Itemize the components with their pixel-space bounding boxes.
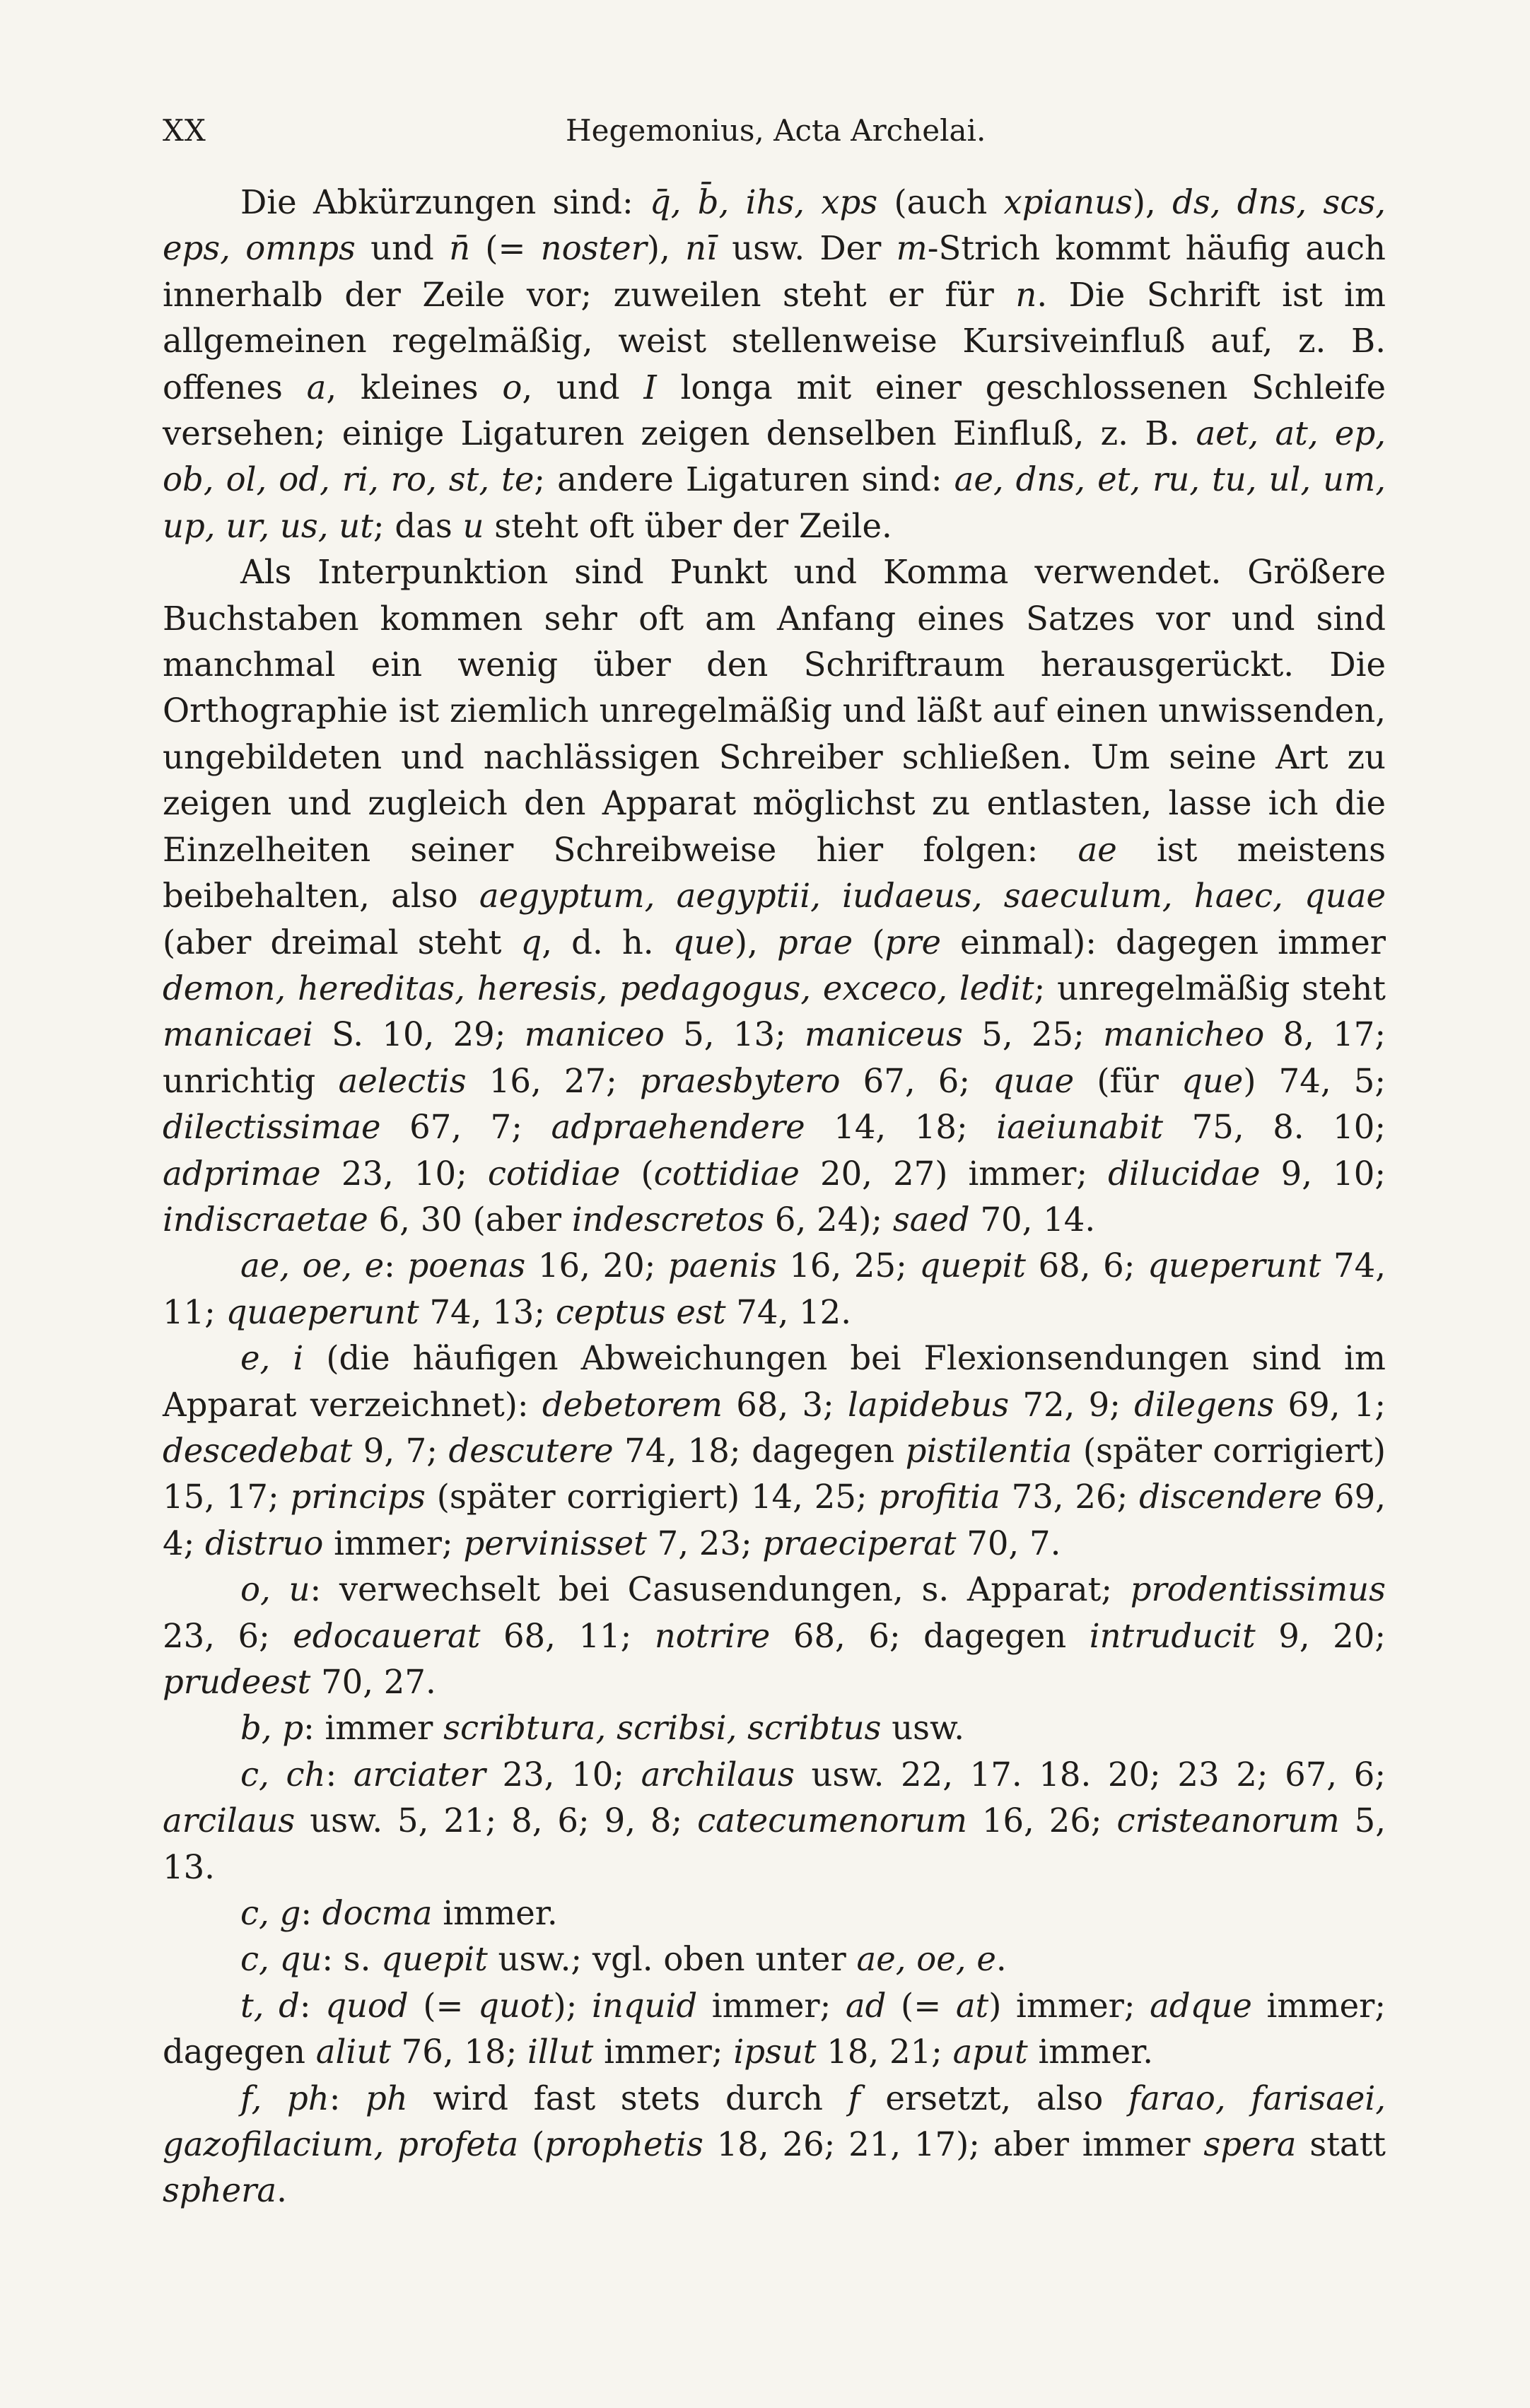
italic-term: intruducit: [1089, 1616, 1256, 1655]
text-run: 70, 7.: [956, 1524, 1061, 1562]
text-run: (für: [1074, 1061, 1182, 1100]
text-run: immer.: [432, 1894, 558, 1933]
text-run: 7, 23;: [646, 1524, 763, 1562]
text-run: usw. 5, 21; 8, 6; 9, 8;: [295, 1801, 698, 1840]
italic-term: discendere: [1139, 1478, 1323, 1516]
text-run: ),: [1132, 183, 1173, 221]
italic-term: o, u: [240, 1570, 310, 1609]
text-run: 68, 6; dagegen: [770, 1616, 1090, 1655]
text-run: :: [325, 1755, 354, 1794]
italic-term: adprimae: [163, 1154, 321, 1193]
italic-term: ae, oe, e: [856, 1940, 996, 1979]
paragraph: [163, 1335, 1386, 1567]
italic-term: illut: [527, 2033, 594, 2071]
text-run: );: [553, 1986, 592, 2025]
text-run: 6, 30 (aber: [368, 1200, 572, 1239]
text-run: 23, 10;: [485, 1755, 641, 1794]
italic-term: nī: [685, 229, 717, 268]
italic-term: lapidebus: [848, 1385, 1010, 1424]
italic-term: cotidiae: [487, 1154, 621, 1193]
italic-term: demon, hereditas, heresis, pedagogus, exceco, ledit: [163, 969, 1034, 1007]
paragraph: [163, 549, 1386, 1243]
italic-term: quaeperunt: [226, 1292, 419, 1331]
text-run: 67, 6;: [840, 1061, 993, 1100]
text-run: 5, 25;: [963, 1015, 1104, 1054]
text-run: immer.: [1027, 2033, 1154, 2071]
text-run: :: [300, 1894, 322, 1933]
italic-term: descedebat: [163, 1431, 353, 1470]
text-run: 5, 13;: [664, 1015, 805, 1054]
italic-term: I: [643, 368, 657, 407]
text-run: (auch: [877, 183, 1004, 221]
page: [163, 106, 1386, 2214]
text-run: und: [355, 229, 450, 268]
paragraph: [163, 2076, 1386, 2214]
text-run: (die häufigen Abweichungen bei Flexionsendungen sind im Apparat verzeichnet):: [163, 1339, 1386, 1424]
text-run: :: [384, 1246, 408, 1285]
text-run: (=: [470, 229, 541, 268]
italic-term: manicheo: [1103, 1015, 1265, 1054]
italic-term: paenis: [667, 1246, 777, 1285]
italic-term: prodentissimus: [1130, 1570, 1386, 1609]
italic-term: pervinisset: [463, 1524, 647, 1562]
text-run: ; andere Ligaturen sind:: [534, 460, 954, 499]
italic-term: edocauerat: [293, 1616, 481, 1655]
italic-term: aet, at, ep, ob, ol, od, ri, ro, st, te: [163, 414, 1386, 499]
italic-term: cottidiae: [653, 1154, 800, 1193]
text-run: 74, 18; dagegen: [613, 1431, 906, 1470]
text-run: Die Abkürzungen sind:: [240, 183, 650, 221]
italic-term: o: [502, 368, 522, 407]
italic-term: a: [306, 368, 327, 407]
text-run: (später corrigiert) 15, 17;: [163, 1431, 1386, 1516]
italic-term: c, ch: [240, 1755, 326, 1794]
paragraph: [163, 1243, 1386, 1335]
italic-term: adpraehendere: [551, 1108, 805, 1147]
paragraph: [163, 180, 1386, 549]
running-head: [163, 106, 1386, 156]
text-run: 14, 18;: [805, 1108, 997, 1147]
italic-term: dilectissimae: [163, 1108, 381, 1147]
italic-term: ae: [1078, 830, 1117, 869]
text-run: Als Interpunktion sind Punkt und Komma verwendet. Größere Buchstaben kommen sehr oft am Anfang eines Satzes vor und sind manchmal ein wenig über den Schriftraum herausgerückt. Die Orthographie ist ziemlich unregelmäßig und läßt auf einen unwissenden, ungebildeten und nachlässigen Schreiber schließen. Um seine Art zu zeigen und zugleich den Apparat möglichst zu entlasten, lasse ich die Einzelheiten seiner Schreibweise hier folgen:: [163, 553, 1386, 869]
paragraph: [163, 1567, 1386, 1705]
italic-term: quepit: [919, 1246, 1026, 1285]
italic-term: pistilentia: [905, 1431, 1073, 1470]
text-run: 69, 1;: [1274, 1385, 1386, 1424]
text-run: ),: [646, 229, 686, 268]
text-run: ) immer;: [988, 1986, 1150, 2025]
italic-term: archilaus: [641, 1755, 795, 1794]
text-run: 18, 26; 21, 17); aber immer: [703, 2125, 1204, 2164]
italic-term: scribtura, scribsi, scribtus: [443, 1709, 882, 1748]
text-run: immer; dagegen: [163, 1986, 1386, 2071]
text-run: 23, 6;: [163, 1616, 293, 1655]
italic-term: aegyptum, aegyptii, iudaeus, saeculum, haec, quae: [479, 877, 1386, 916]
text-run: (: [620, 1154, 654, 1193]
text-run: 74, 13;: [419, 1292, 556, 1331]
italic-term: q̄, b̄, ihs, xps: [649, 183, 878, 221]
italic-term: at: [955, 1986, 989, 2025]
italic-term: indescretos: [571, 1200, 765, 1239]
italic-term: adque: [1150, 1986, 1252, 2025]
italic-term: farao, farisaei, gazofilacium, profeta: [163, 2079, 1386, 2164]
text-run: 70, 27.: [310, 1663, 436, 1701]
text-run: longa mit einer geschlossenen Schleife versehen; einige Ligaturen zeigen denselben Einfluß, z. B.: [163, 368, 1386, 453]
text-run: 68, 6;: [1025, 1246, 1148, 1285]
text-run: 67, 7;: [380, 1108, 551, 1147]
italic-term: dilucidae: [1108, 1154, 1261, 1193]
italic-term: xpianus: [1003, 183, 1133, 221]
italic-term: maniceo: [524, 1015, 665, 1054]
text-run: ersetzt, also: [860, 2079, 1128, 2117]
italic-term: manicaei: [163, 1015, 313, 1054]
text-run: , und: [522, 368, 644, 407]
italic-term: debetorem: [542, 1385, 723, 1424]
text-run: statt: [1296, 2125, 1386, 2164]
italic-term: ceptus est: [555, 1292, 726, 1331]
italic-term: inquid: [591, 1986, 698, 2025]
italic-term: c, qu: [240, 1940, 322, 1979]
italic-term: distruo: [205, 1524, 324, 1562]
text-run: usw. Der: [716, 229, 897, 268]
text-run: : s.: [322, 1940, 382, 1979]
italic-term: docma: [322, 1894, 433, 1933]
text-run: 72, 9;: [1009, 1385, 1135, 1424]
italic-term: aput: [952, 2033, 1028, 2071]
text-run: 9, 10;: [1260, 1154, 1386, 1193]
italic-term: n̄: [449, 229, 471, 268]
text-run: , kleines: [326, 368, 503, 407]
text-run: 16, 27;: [466, 1061, 640, 1100]
italic-term: n: [1015, 275, 1037, 314]
paragraph: [163, 1983, 1386, 2076]
text-run: ; das: [373, 506, 463, 545]
text-run: : immer: [303, 1709, 444, 1748]
italic-term: prae: [776, 923, 853, 962]
text-run: 75, 8. 10;: [1163, 1108, 1386, 1147]
text-run: :: [329, 2079, 366, 2117]
italic-term: ad: [845, 1986, 887, 2025]
text-run: 8, 17; unrichtig: [163, 1015, 1386, 1100]
italic-term: poenas: [407, 1246, 526, 1285]
text-run: 16, 20;: [525, 1246, 668, 1285]
text-run: (später corrigiert) 14, 25;: [425, 1478, 879, 1516]
text-run: : verwechselt bei Casusendungen, s. Apparat;: [310, 1570, 1131, 1609]
text-run: 18, 21;: [816, 2033, 953, 2071]
italic-term: catecumenorum: [697, 1801, 967, 1840]
italic-term: maniceus: [805, 1015, 964, 1054]
italic-term: cristeanorum: [1116, 1801, 1340, 1840]
italic-term: sphera: [163, 2171, 277, 2210]
text-run: -Strich kommt häufig auch innerhalb der Zeile vor; zuweilen steht er für: [163, 229, 1386, 314]
italic-term: profitia: [878, 1478, 1000, 1516]
text-run: S. 10, 29;: [313, 1015, 525, 1054]
text-run: 9, 7;: [352, 1431, 449, 1470]
italic-term: m: [896, 229, 928, 268]
text-run: immer;: [697, 1986, 846, 2025]
italic-term: quae: [993, 1061, 1075, 1100]
italic-term: queperunt: [1148, 1246, 1321, 1285]
italic-term: praesbytero: [639, 1061, 841, 1100]
text-run: , d. h.: [542, 923, 673, 962]
italic-term: f, ph: [240, 2079, 329, 2117]
text-run: usw. 22, 17. 18. 20; 23 2; 67, 6;: [794, 1755, 1386, 1794]
italic-term: princips: [290, 1478, 426, 1516]
text-run: 9, 20;: [1255, 1616, 1386, 1655]
italic-term: prudeest: [163, 1663, 311, 1701]
italic-term: praeciperat: [762, 1524, 957, 1562]
italic-term: e, i: [240, 1339, 304, 1378]
paragraph: [163, 1705, 1386, 1751]
italic-term: arciater: [353, 1755, 486, 1794]
text-run: ; unregelmäßig steht: [1034, 969, 1386, 1007]
text-run: (=: [408, 1986, 479, 2025]
paragraph: [163, 1890, 1386, 1936]
italic-term: f: [848, 2079, 860, 2117]
italic-term: notrire: [654, 1616, 771, 1655]
italic-term: que: [672, 923, 735, 962]
italic-term: c, g: [240, 1894, 301, 1933]
text-run: 68, 11;: [480, 1616, 655, 1655]
text-run: 16, 26;: [967, 1801, 1117, 1840]
text-run: immer;: [593, 2033, 734, 2071]
text-run: usw.: [881, 1709, 965, 1748]
italic-term: prophetis: [544, 2125, 703, 2164]
paragraph: [163, 1936, 1386, 1982]
italic-term: descutere: [448, 1431, 614, 1470]
text-run: ist meistens beibehalten, also: [163, 830, 1386, 916]
text-run: 69, 4;: [163, 1478, 1386, 1562]
italic-term: q: [520, 923, 542, 962]
italic-term: ipsut: [733, 2033, 817, 2071]
text-run: 16, 25;: [776, 1246, 920, 1285]
italic-term: u: [462, 506, 484, 545]
italic-term: aliut: [315, 2033, 391, 2071]
italic-term: b, p: [240, 1709, 304, 1748]
italic-term: noster: [540, 229, 647, 268]
text-run: (=: [886, 1986, 956, 2025]
italic-term: ds, dns, scs, eps, omnps: [163, 183, 1386, 268]
running-title: Hegemonius, Acta Archelai.: [566, 113, 986, 148]
italic-term: t, d: [240, 1986, 300, 2025]
text-run: 68, 3;: [722, 1385, 848, 1424]
text-run: .: [276, 2171, 287, 2210]
text-run: ),: [734, 923, 777, 962]
body-text: [163, 180, 1386, 2214]
text-run: wird fast stets durch: [407, 2079, 848, 2117]
text-run: 73, 26;: [1000, 1478, 1140, 1516]
text-run: usw.; vgl. oben unter: [487, 1940, 857, 1979]
paragraph: [163, 1752, 1386, 1890]
text-run: 23, 10;: [320, 1154, 488, 1193]
text-run: (: [853, 923, 885, 962]
italic-term: pre: [884, 923, 941, 962]
text-run: .: [995, 1940, 1007, 1979]
italic-term: quot: [478, 1986, 554, 2025]
text-run: 5, 13.: [163, 1801, 1386, 1886]
italic-term: saed: [892, 1200, 970, 1239]
italic-term: indiscraetae: [163, 1200, 368, 1239]
italic-term: aelectis: [338, 1061, 467, 1100]
text-run: 20, 27) immer;: [799, 1154, 1109, 1193]
italic-term: ae, dns, et, ru, tu, ul, um, up, ur, us, ut: [163, 460, 1386, 545]
italic-term: ae, oe, e: [240, 1246, 385, 1285]
italic-term: ph: [366, 2079, 408, 2117]
text-run: einmal): dagegen immer: [941, 923, 1386, 962]
page-number: XX: [163, 113, 206, 148]
italic-term: spera: [1203, 2125, 1297, 2164]
italic-term: dilegens: [1134, 1385, 1275, 1424]
italic-term: quepit: [381, 1940, 488, 1979]
text-run: 70, 14.: [969, 1200, 1096, 1239]
italic-term: iaeiunabit: [996, 1108, 1164, 1147]
italic-term: quod: [325, 1986, 409, 2025]
italic-term: que: [1181, 1061, 1244, 1100]
text-run: 76, 18;: [390, 2033, 528, 2071]
italic-term: arcilaus: [163, 1801, 296, 1840]
text-run: (aber dreimal steht: [163, 923, 521, 962]
text-run: . Die Schrift ist im allgemeinen regelmäßig, weist stellenweise Kursiveinfluß auf, z. B. offenes: [163, 275, 1386, 407]
text-run: immer;: [323, 1524, 464, 1562]
text-run: steht oft über der Zeile.: [484, 506, 892, 545]
text-run: 74, 12.: [725, 1292, 851, 1331]
text-run: 6, 24);: [764, 1200, 893, 1239]
text-run: 74, 11;: [163, 1246, 1386, 1331]
text-run: ) 74, 5;: [1243, 1061, 1386, 1100]
text-run: (: [518, 2125, 545, 2164]
text-run: :: [299, 1986, 326, 2025]
